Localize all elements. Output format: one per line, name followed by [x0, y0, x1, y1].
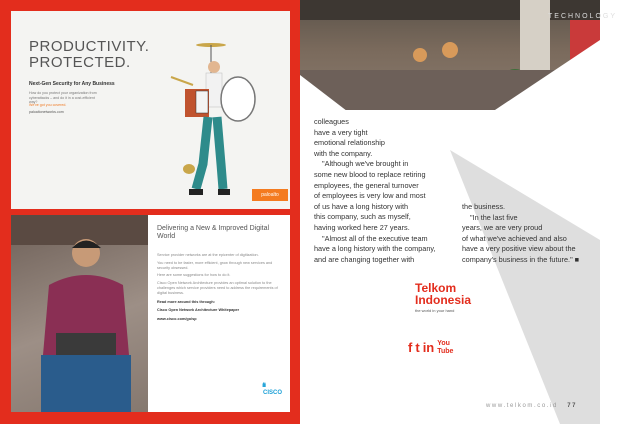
- ad-paragraph: Cisco Open Network Architecture provides an optimal solution to the challenges which service providers need to address the requirements of digital business.: [157, 281, 278, 295]
- man-with-laptop-illustration: [11, 215, 148, 412]
- telkom-logo: [415, 282, 471, 313]
- paloalto-logo: paloalto: [252, 189, 288, 201]
- youtube-icon[interactable]: You Tube: [437, 340, 454, 355]
- text-line: emotional relationship: [314, 138, 385, 148]
- text-line: "Although we've brought in: [322, 159, 409, 169]
- text-line: the business.: [462, 202, 505, 211]
- text-line: of us have a long history with: [314, 201, 409, 211]
- text-line: "In the last five: [470, 212, 518, 222]
- text-line: some new blood to replace retiring: [314, 169, 426, 179]
- ad-headline: PRODUCTIVITY. PROTECTED.: [29, 38, 150, 71]
- telkom-name-line2: Indonesia: [415, 293, 472, 307]
- telkom-name-line1: Telkom: [415, 281, 457, 295]
- ad-paragraph: You need to be faster, more efficient, grow through new services and security obsessed.: [157, 260, 273, 270]
- section-label: TECHNOLOGY: [548, 13, 617, 20]
- text-line: of employees is very low and most: [314, 191, 426, 201]
- text-line: of what we've achieved and also: [462, 233, 567, 243]
- ad-photo: [11, 215, 148, 412]
- page-footer: [486, 403, 577, 409]
- text-line: employees, the general turnover: [314, 180, 419, 190]
- article-column-2: [462, 202, 597, 266]
- text-line: this company, such as myself,: [314, 212, 411, 222]
- twitter-icon[interactable]: t: [415, 340, 420, 355]
- ad-whitepaper-title: Cisco Open Network Architecture Whitepaper: [157, 308, 240, 313]
- ad-url[interactable]: www.cisco.com/go/sp: [157, 317, 197, 322]
- ad-subhead: Next-Gen Security for Any Business: [29, 81, 115, 87]
- ad-read-more: Read more around this through:: [157, 299, 216, 304]
- article-column-1: [314, 117, 464, 265]
- right-page: [300, 0, 617, 424]
- linkedin-icon[interactable]: in: [422, 340, 435, 355]
- social-icons: [408, 340, 453, 356]
- ad-paragraph: Service provider networks are at the epicenter of digitization.: [157, 253, 259, 257]
- text-line: have a very positive view about the: [462, 244, 576, 254]
- page-number: 77: [567, 403, 578, 409]
- cisco-logo: CISCO: [263, 390, 283, 396]
- ad-body: How do you protect your organization from cyberattacks – and do it in a cost-efficient way?: [29, 91, 97, 104]
- text-line: years, we are very proud: [462, 223, 543, 233]
- text-line: "Almost all of the executive team: [322, 233, 428, 243]
- cisco-bars-icon: ıllıllı: [262, 383, 266, 389]
- text-line: colleagues: [314, 117, 349, 126]
- paloalto-ad: [11, 11, 290, 209]
- telkom-tagline: the world in your hand: [415, 308, 455, 313]
- one-man-band-illustration: [151, 39, 261, 209]
- cisco-ad: [11, 215, 290, 412]
- ad-cta: We've got you covered.: [29, 103, 67, 107]
- text-line: have a very tight: [314, 127, 368, 137]
- text-line: have a long history with the company,: [314, 244, 436, 254]
- left-page: [0, 0, 300, 424]
- facebook-icon[interactable]: f: [408, 340, 413, 355]
- text-line: and are changing together with: [314, 254, 415, 264]
- footer-url[interactable]: www.telkom.co.id: [486, 403, 558, 409]
- text-line: having worked here 27 years.: [314, 222, 410, 232]
- ad-url[interactable]: paloaltonetworks.com: [29, 110, 64, 114]
- ad-paragraph: Here are some suggestions for how to do it.: [157, 273, 231, 278]
- ad-text: [157, 225, 285, 325]
- ad-title: Delivering a New & Improved Digital World: [157, 225, 270, 240]
- text-line: company's business in the future." ■: [462, 254, 580, 264]
- text-line: with the company.: [314, 148, 373, 158]
